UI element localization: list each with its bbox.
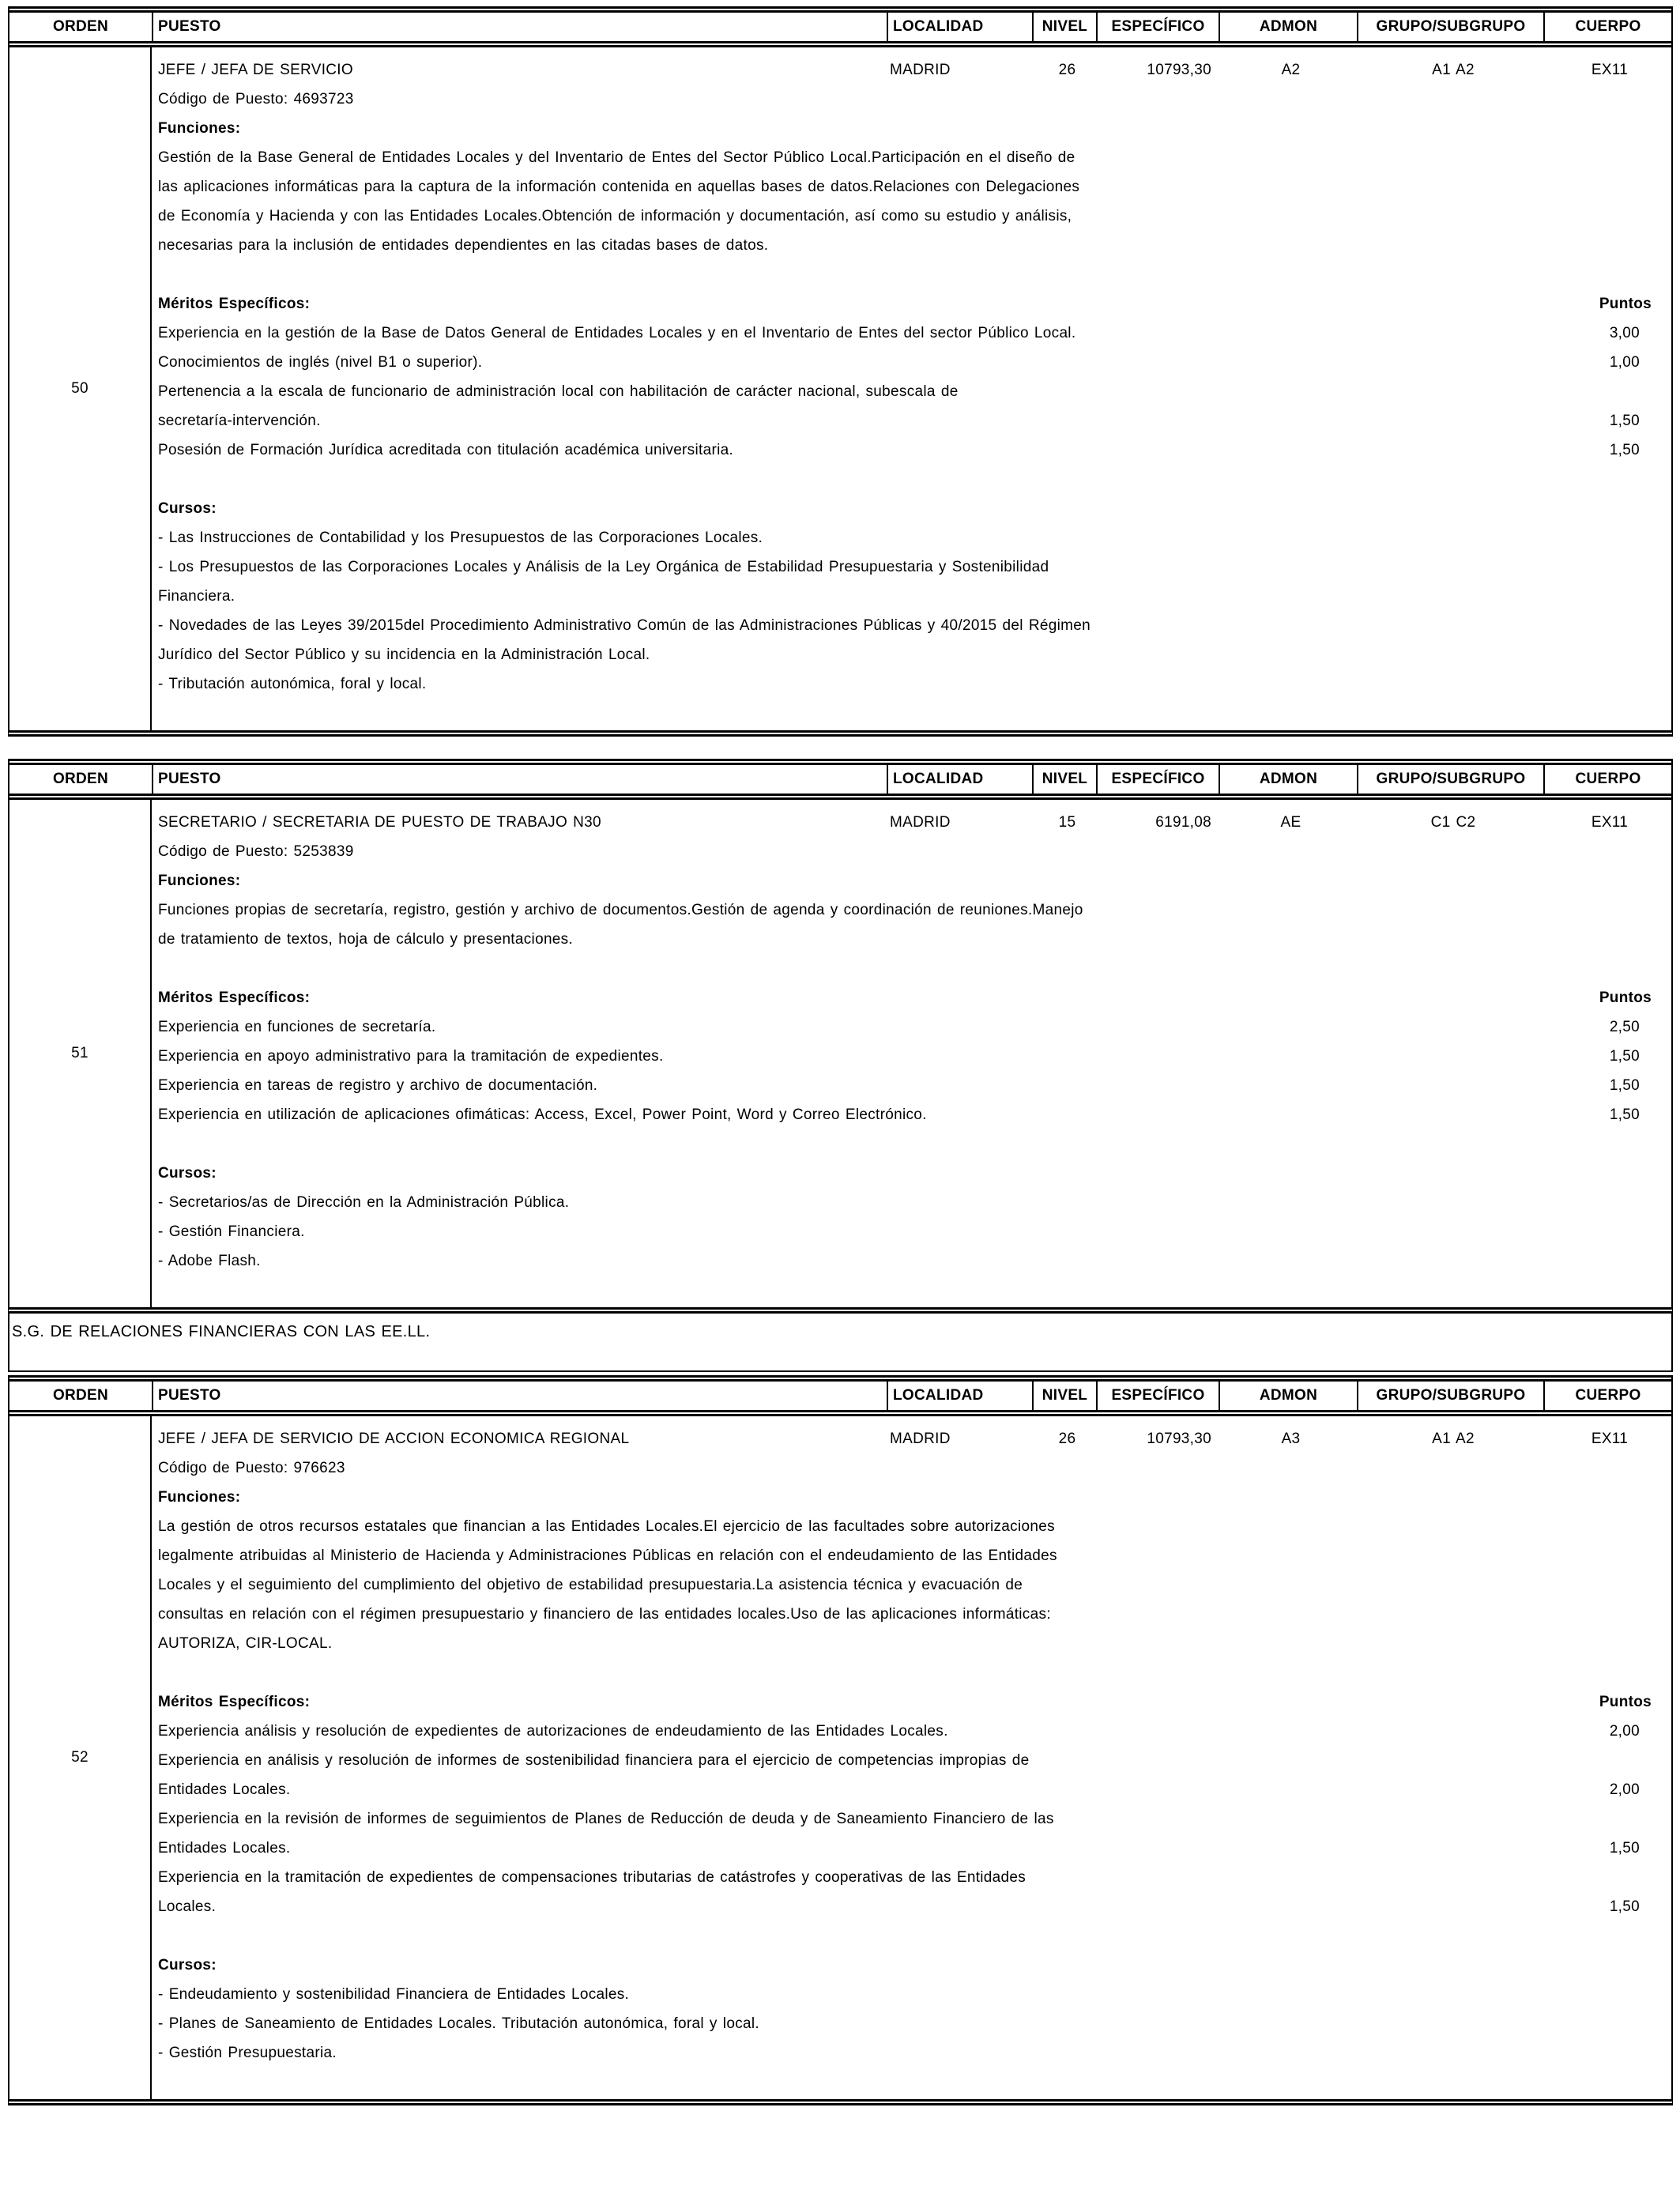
orden-cell <box>9 1416 152 2099</box>
merito-text: Experiencia en la gestión de la Base de Datos General de Entidades Locales y en el Inventario de Entes del sector Público Local. <box>158 325 1076 341</box>
meritos-label: Méritos Específicos: <box>158 296 311 312</box>
column-header-nivel: NIVEL <box>1032 13 1096 41</box>
cuerpo-value: EX11 <box>1591 1431 1629 1447</box>
codigo-text: Código de Puesto: 976623 <box>158 1460 345 1476</box>
curso-line <box>158 1980 1671 2009</box>
funciones-label: Funciones: <box>158 120 241 137</box>
curso-text: - Endeudamiento y sostenibilidad Financiera de Entidades Locales. <box>158 1986 630 2003</box>
funciones-line <box>158 202 1671 231</box>
funciones-line <box>158 1600 1671 1629</box>
funciones-text: de Economía y Hacienda y con las Entidades Locales.Obtención de información y documentación, así como su estudio y análisis, <box>158 208 1072 224</box>
curso-text: Financiera. <box>158 588 235 605</box>
merito-points: 3,00 <box>1609 325 1640 341</box>
codigo-text: Código de Puesto: 5253839 <box>158 843 354 860</box>
merito-points: 2,50 <box>1609 1019 1640 1035</box>
meritos-label: Méritos Específicos: <box>158 990 311 1006</box>
merito-line <box>158 1775 1671 1804</box>
column-header-localidad: LOCALIDAD <box>887 765 1032 794</box>
curso-text: - Secretarios/as de Dirección en la Administración Pública. <box>158 1194 570 1211</box>
column-header-localidad: LOCALIDAD <box>887 1382 1032 1410</box>
merito-text: Entidades Locales. <box>158 1840 291 1857</box>
merito-points: 1,00 <box>1609 354 1640 371</box>
meritos-label: Méritos Específicos: <box>158 1694 311 1710</box>
cursos-label: Cursos: <box>158 500 217 517</box>
merito-line <box>158 1863 1671 1892</box>
merito-points: 1,50 <box>1609 1077 1640 1094</box>
codigo-line <box>158 85 1671 114</box>
column-header-orden: ORDEN <box>52 1387 109 1404</box>
orden-value: 52 <box>71 1749 89 1766</box>
merito-text: Experiencia en apoyo administrativo para la tramitación de expedientes. <box>158 1048 664 1065</box>
merito-text: Experiencia en funciones de secretaría. <box>158 1019 436 1035</box>
funciones-text: AUTORIZA, CIR-LOCAL. <box>158 1635 333 1652</box>
job-first-line <box>158 1424 1671 1453</box>
column-header-grupo: GRUPO/SUBGRUPO <box>1357 765 1543 794</box>
grupo-subgrupo-value: A1 A2 <box>1432 1431 1475 1447</box>
job-row <box>9 800 1671 1307</box>
merito-points: 2,00 <box>1609 1723 1640 1740</box>
funciones-line <box>158 172 1671 202</box>
funciones-line <box>158 1570 1671 1600</box>
funciones-header-line <box>158 866 1671 895</box>
curso-line <box>158 669 1671 699</box>
especifico-value: 10793,30 <box>1147 62 1211 78</box>
funciones-header-line <box>158 114 1671 143</box>
job-title: JEFE / JEFA DE SERVICIO <box>158 62 353 78</box>
nivel-value: 26 <box>1058 1431 1076 1447</box>
merito-text: Experiencia análisis y resolución de expedientes de autorizaciones de endeudamiento de las Entidades Locales. <box>158 1723 948 1740</box>
merito-line <box>158 1834 1671 1863</box>
merito-points: 1,50 <box>1609 442 1640 458</box>
column-header-especifico: ESPECÍFICO <box>1096 765 1219 794</box>
meritos-header-line <box>158 289 1671 319</box>
meritos-header-line <box>158 1687 1671 1717</box>
curso-text: - Adobe Flash. <box>158 1253 261 1269</box>
orden-cell <box>9 47 152 730</box>
curso-text: - Gestión Financiera. <box>158 1223 305 1240</box>
curso-text: - Tributación autonómica, foral y local. <box>158 676 427 692</box>
merito-line <box>158 435 1671 465</box>
merito-points: 1,50 <box>1609 1898 1640 1915</box>
grupo-subgrupo-value: A1 A2 <box>1432 62 1475 78</box>
column-header-grupo: GRUPO/SUBGRUPO <box>1357 13 1543 41</box>
merito-line <box>158 319 1671 348</box>
column-header-cuerpo: CUERPO <box>1543 1382 1671 1410</box>
column-header-orden: ORDEN <box>52 18 109 35</box>
merito-text: Entidades Locales. <box>158 1781 291 1798</box>
blank-line <box>158 1129 1671 1159</box>
puntos-header: Puntos <box>1599 1694 1652 1710</box>
column-header-nivel: NIVEL <box>1032 1382 1096 1410</box>
table-header-row <box>9 6 1671 47</box>
job-table <box>8 759 1673 1314</box>
cuerpo-value: EX11 <box>1591 62 1629 78</box>
merito-text: Experiencia en la tramitación de expedientes de compensaciones tributarias de catástrofes y cooperativas de las Entidades <box>158 1869 1026 1886</box>
section-header-text: S.G. DE RELACIONES FINANCIERAS CON LAS EE.LL. <box>12 1323 431 1340</box>
merito-text: secretaría-intervención. <box>158 413 321 429</box>
merito-points: 1,50 <box>1609 413 1640 429</box>
blank-line <box>158 1658 1671 1687</box>
table-header-row <box>9 759 1671 800</box>
merito-points: 1,50 <box>1609 1048 1640 1065</box>
admon-value: AE <box>1280 814 1301 831</box>
merito-text: Experiencia en tareas de registro y archivo de documentación. <box>158 1077 598 1094</box>
curso-line <box>158 2009 1671 2038</box>
merito-text: Pertenencia a la escala de funcionario de administración local con habilitación de carácter nacional, subescala de <box>158 383 959 400</box>
funciones-header-line <box>158 1483 1671 1512</box>
merito-line <box>158 377 1671 406</box>
job-title: JEFE / JEFA DE SERVICIO DE ACCION ECONOMICA REGIONAL <box>158 1431 630 1447</box>
funciones-label: Funciones: <box>158 1489 241 1506</box>
cursos-label: Cursos: <box>158 1165 217 1182</box>
localidad-value: MADRID <box>890 1431 951 1447</box>
merito-points: 1,50 <box>1609 1840 1640 1857</box>
funciones-text: Locales y el seguimiento del cumplimiento del objetivo de estabilidad presupuestaria.La asistencia técnica y evacuación de <box>158 1577 1023 1593</box>
merito-line <box>158 406 1671 435</box>
table-header-row <box>9 1375 1671 1416</box>
curso-line <box>158 1246 1671 1276</box>
job-tables-container <box>8 6 1673 2105</box>
funciones-text: consultas en relación con el régimen presupuestario y financiero de las entidades locales.Uso de las aplicaciones informáticas: <box>158 1606 1051 1623</box>
funciones-text: Gestión de la Base General de Entidades Locales y del Inventario de Entes del Sector Público Local.Participación en el diseño de <box>158 149 1075 166</box>
nivel-value: 15 <box>1058 814 1076 831</box>
column-header-admon: ADMON <box>1219 13 1357 41</box>
merito-text: Posesión de Formación Jurídica acreditada con titulación académica universitaria. <box>158 442 734 458</box>
funciones-line <box>158 1629 1671 1658</box>
curso-line <box>158 1188 1671 1217</box>
orden-cell <box>9 800 152 1307</box>
job-first-line <box>158 55 1671 85</box>
grupo-subgrupo-value: C1 C2 <box>1430 814 1476 831</box>
blank-line <box>158 260 1671 289</box>
job-table <box>8 6 1673 737</box>
column-header-orden: ORDEN <box>52 771 109 787</box>
merito-line <box>158 1892 1671 1921</box>
localidad-value: MADRID <box>890 62 951 78</box>
curso-line <box>158 611 1671 640</box>
job-table <box>8 1375 1673 2105</box>
curso-text: - Las Instrucciones de Contabilidad y los Presupuestos de las Corporaciones Locales. <box>158 530 763 546</box>
funciones-line <box>158 143 1671 172</box>
funciones-line <box>158 895 1671 925</box>
merito-text: Experiencia en utilización de aplicaciones ofimáticas: Access, Excel, Power Point, Word y Correo Electrónico. <box>158 1106 927 1123</box>
job-title: SECRETARIO / SECRETARIA DE PUESTO DE TRABAJO N30 <box>158 814 601 831</box>
localidad-value: MADRID <box>890 814 951 831</box>
nivel-value: 26 <box>1058 62 1076 78</box>
merito-line <box>158 1717 1671 1746</box>
column-header-nivel: NIVEL <box>1032 765 1096 794</box>
admon-value: A3 <box>1281 1431 1301 1447</box>
job-detail-cell <box>152 800 1671 1307</box>
curso-text: - Gestión Presupuestaria. <box>158 2045 337 2061</box>
especifico-value: 10793,30 <box>1147 1431 1211 1447</box>
codigo-line <box>158 837 1671 866</box>
cuerpo-value: EX11 <box>1591 814 1629 831</box>
merito-line <box>158 1012 1671 1042</box>
curso-line <box>158 523 1671 552</box>
cursos-header-line <box>158 1159 1671 1188</box>
funciones-line <box>158 925 1671 954</box>
curso-line <box>158 2038 1671 2068</box>
merito-text: Experiencia en la revisión de informes de seguimientos de Planes de Reducción de deuda y de Saneamiento Financiero de las <box>158 1811 1054 1827</box>
merito-line <box>158 1071 1671 1100</box>
job-detail-cell <box>152 1416 1671 2099</box>
puntos-header: Puntos <box>1599 296 1652 312</box>
column-header-puesto: PUESTO <box>152 13 887 41</box>
orden-value: 51 <box>71 1045 89 1061</box>
job-detail-cell <box>152 47 1671 730</box>
funciones-text: necesarias para la inclusión de entidades dependientes en las citadas bases de datos. <box>158 237 769 254</box>
meritos-header-line <box>158 983 1671 1012</box>
curso-line <box>158 582 1671 611</box>
curso-text: - Planes de Saneamiento de Entidades Locales. Tributación autonómica, foral y local. <box>158 2015 759 2032</box>
job-row <box>9 1416 1671 2099</box>
merito-line <box>158 1804 1671 1834</box>
merito-line <box>158 1042 1671 1071</box>
merito-points: 2,00 <box>1609 1781 1640 1798</box>
curso-line <box>158 1217 1671 1246</box>
column-header-admon: ADMON <box>1219 765 1357 794</box>
curso-text: - Novedades de las Leyes 39/2015del Procedimiento Administrativo Común de las Administraciones Públicas y 40/2015 del Régimen <box>158 617 1090 634</box>
curso-text: Jurídico del Sector Público y su incidencia en la Administración Local. <box>158 647 650 663</box>
codigo-line <box>158 1453 1671 1483</box>
funciones-text: La gestión de otros recursos estatales que financian a las Entidades Locales.El ejercicio de las facultades sobre autorizaciones <box>158 1518 1055 1535</box>
funciones-line <box>158 1541 1671 1570</box>
curso-text: - Los Presupuestos de las Corporaciones Locales y Análisis de la Ley Orgánica de Estabilidad Presupuestaria y Sostenibilidad <box>158 559 1049 575</box>
cursos-header-line <box>158 1951 1671 1980</box>
column-header-cuerpo: CUERPO <box>1543 765 1671 794</box>
job-first-line <box>158 808 1671 837</box>
funciones-text: las aplicaciones informáticas para la captura de la información contenida en aquellas bases de datos.Relaciones con Delegaciones <box>158 179 1080 195</box>
merito-line <box>158 1100 1671 1129</box>
column-header-localidad: LOCALIDAD <box>887 13 1032 41</box>
funciones-line <box>158 231 1671 260</box>
merito-text: Locales. <box>158 1898 217 1915</box>
column-header-especifico: ESPECÍFICO <box>1096 1382 1219 1410</box>
puntos-header: Puntos <box>1599 990 1652 1006</box>
blank-line <box>158 954 1671 983</box>
column-header-admon: ADMON <box>1219 1382 1357 1410</box>
blank-line <box>158 1921 1671 1951</box>
especifico-value: 6191,08 <box>1155 814 1211 831</box>
job-row <box>9 47 1671 730</box>
funciones-text: Funciones propias de secretaría, registro, gestión y archivo de documentos.Gestión de agenda y coordinación de reuniones.Manejo <box>158 902 1083 918</box>
admon-value: A2 <box>1281 62 1301 78</box>
column-header-especifico: ESPECÍFICO <box>1096 13 1219 41</box>
column-header-puesto: PUESTO <box>152 765 887 794</box>
curso-line <box>158 552 1671 582</box>
column-header-puesto: PUESTO <box>152 1382 887 1410</box>
merito-line <box>158 348 1671 377</box>
column-header-grupo: GRUPO/SUBGRUPO <box>1357 1382 1543 1410</box>
funciones-line <box>158 1512 1671 1541</box>
blank-line <box>158 465 1671 494</box>
funciones-text: de tratamiento de textos, hoja de cálculo y presentaciones. <box>158 931 574 948</box>
curso-line <box>158 640 1671 669</box>
orden-value: 50 <box>71 380 89 397</box>
column-header-cuerpo: CUERPO <box>1543 13 1671 41</box>
merito-line <box>158 1746 1671 1775</box>
codigo-text: Código de Puesto: 4693723 <box>158 91 354 107</box>
merito-points: 1,50 <box>1609 1106 1640 1123</box>
cursos-header-line <box>158 494 1671 523</box>
cursos-label: Cursos: <box>158 1957 217 1973</box>
section-header-band <box>8 1314 1673 1372</box>
funciones-label: Funciones: <box>158 873 241 889</box>
funciones-text: legalmente atribuidas al Ministerio de Hacienda y Administraciones Públicas en relación con el endeudamiento de las Entidades <box>158 1547 1057 1564</box>
merito-text: Experiencia en análisis y resolución de informes de sostenibilidad financiera para el ejercicio de competencias impropias de <box>158 1752 1030 1769</box>
merito-text: Conocimientos de inglés (nivel B1 o superior). <box>158 354 483 371</box>
